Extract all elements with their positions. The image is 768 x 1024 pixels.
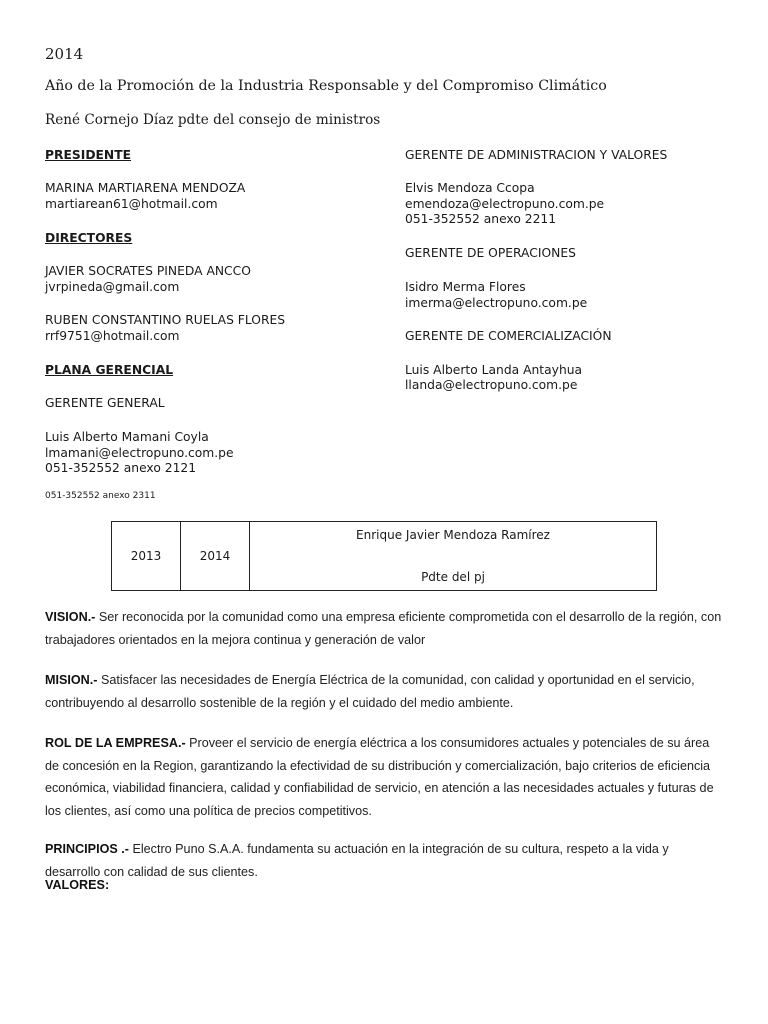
valores-paragraph <box>45 874 723 897</box>
director2-email: rrf9751@hotmail.com <box>45 329 180 343</box>
table-cell-president <box>250 522 657 591</box>
mision-text: Satisfacer las necesidades de Energía Eléctrica de la comunidad, con calidad y oportunidad en el servicio, contribuyendo al desarrollo sostenible de la región y el cuidado del medio ambiente. <box>45 673 695 710</box>
rol-paragraph <box>45 732 723 822</box>
table-cell-2013 <box>112 522 181 591</box>
table-year-2013: 2013 <box>130 549 162 563</box>
table-year-2014: 2014 <box>199 549 231 563</box>
director1-name: JAVIER SOCRATES PINEDA ANCCO <box>45 264 251 278</box>
page-title: Año de la Promoción de la Industria Responsable y del Compromiso Climático <box>45 78 607 94</box>
admin-phone: 051-352552 anexo 2211 <box>405 212 557 226</box>
vision-paragraph <box>45 606 723 651</box>
vision-text: Ser reconocida por la comunidad como una empresa eficiente comprometida con el desarrollo de la región, con trabajadores orientados en la mejora continua y generación de valor <box>45 610 722 647</box>
operaciones-name: Isidro Merma Flores <box>405 280 526 294</box>
plana-gerencial-heading: PLANA GERENCIAL <box>45 363 174 377</box>
presidente-name: MARINA MARTIARENA MENDOZA <box>45 181 246 195</box>
operaciones-title: GERENTE DE OPERACIONES <box>405 246 576 260</box>
directores-heading: DIRECTORES <box>45 231 133 245</box>
presidente-email: martiarean61@hotmail.com <box>45 197 218 211</box>
admin-title: GERENTE DE ADMINISTRACION Y VALORES <box>405 148 668 162</box>
extra-phone: 051-352552 anexo 2311 <box>45 491 156 501</box>
operaciones-email: imerma@electropuno.com.pe <box>405 296 588 310</box>
table-president-role: Pdte del pj <box>421 570 485 584</box>
vision-label: VISION.- <box>45 610 96 624</box>
president-table <box>111 521 657 591</box>
gerente-general-title: GERENTE GENERAL <box>45 396 165 410</box>
rol-label: ROL DE LA EMPRESA.- <box>45 736 186 750</box>
table-row <box>112 522 657 591</box>
gerente-general-name: Luis Alberto Mamani Coyla <box>45 430 209 444</box>
comercial-name: Luis Alberto Landa Antayhua <box>405 363 583 377</box>
principios-text: Electro Puno S.A.A. fundamenta su actuación en la integración de su cultura, respeto a la vida y desarrollo con calidad de sus clientes. <box>45 842 669 879</box>
principios-label: PRINCIPIOS .- <box>45 842 129 856</box>
director2-name: RUBEN CONSTANTINO RUELAS FLORES <box>45 313 286 327</box>
table-cell-2014 <box>181 522 250 591</box>
mision-label: MISION.- <box>45 673 98 687</box>
director1-email: jvrpineda@gmail.com <box>45 280 180 294</box>
valores-label: VALORES: <box>45 878 110 892</box>
gerente-general-phone: 051-352552 anexo 2121 <box>45 461 197 475</box>
rol-text: Proveer el servicio de energía eléctrica a los consumidores actuales y potenciales de su área de concesión en la Region, garantizando la efectividad de su distribución y comercialización, bajo criterios de eficiencia económica, viabilidad financiera, calidad y confiabilidad de servicio, en atención a las necesidades actuales y futuras de los clientes, así como una política de precios competitivos. <box>45 736 714 818</box>
admin-name: Elvis Mendoza Ccopa <box>405 181 535 195</box>
page-subtitle: René Cornejo Díaz pdte del consejo de ministros <box>45 112 381 128</box>
presidente-heading: PRESIDENTE <box>45 148 132 162</box>
mision-paragraph <box>45 669 723 714</box>
comercial-email: llanda@electropuno.com.pe <box>405 378 578 392</box>
year-line: 2014 <box>45 45 84 63</box>
comercial-title: GERENTE DE COMERCIALIZACIÓN <box>405 329 612 343</box>
gerente-general-email: lmamani@electropuno.com.pe <box>45 446 234 460</box>
table-president-name: Enrique Javier Mendoza Ramírez <box>356 528 550 542</box>
admin-email: emendoza@electropuno.com.pe <box>405 197 605 211</box>
